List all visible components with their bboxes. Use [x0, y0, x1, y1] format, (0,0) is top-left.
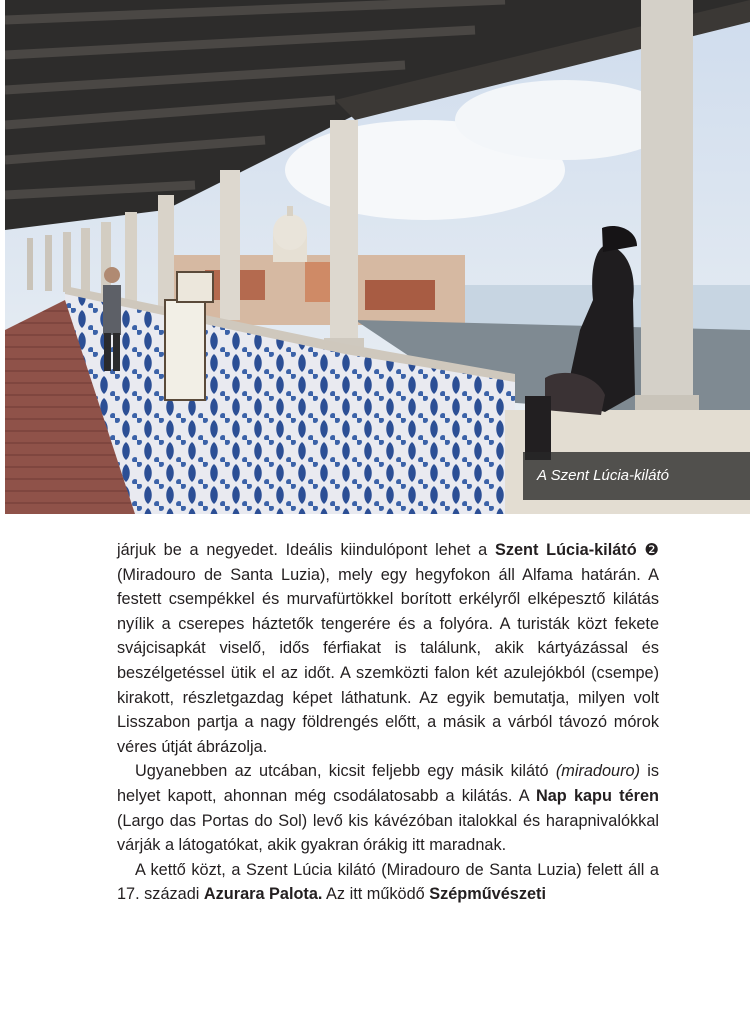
bold-term: Szent Lúcia-kilátó	[494, 541, 637, 559]
text-run: ❷ (Miradouro de Santa Luzia), mely egy hegyfokon áll Alfama határán. A festett csempékkel és murvafürtökkel borított erkélyről elképesztő kilátás nyílik a cserepes háztetők tengerére és a folyóra. A turisták közt fekete svájcisapkát viselő, idős férfiakat is találunk, akik kártyázással és beszélgetéssel ütik el az időt. A szemközti falon két azulejókból (csempe) kirakott, részletgazdag képet láthatunk. Az egyik bemutatja, milyen volt Lisszabon partja a nagy földrengés előtt, a másik a várból távozó mórok véres útját ábrázolja.	[117, 541, 659, 756]
article-body	[117, 538, 659, 907]
text-run: (Largo das Portas do Sol) levő kis kávézóban italokkal és harapnivalókkal várják a látogatókat, akik gyakran órákig itt maradnak.	[117, 811, 659, 855]
text-run: A kettő közt, a Szent Lúcia kilátó (Miradouro de Santa Luzia) felett áll a 17. századi	[117, 860, 659, 904]
text-run: járjuk be a negyedet. Ideális kiindulópont lehet a	[117, 541, 495, 559]
photo-caption: A Szent Lúcia-kilátó	[523, 452, 750, 500]
text-run: is helyet kapott, ahonnan még csodálatosabb a kilátás. A	[117, 762, 659, 805]
italic-term: (miradouro)	[555, 762, 640, 781]
photo	[5, 0, 750, 514]
paragraph-1	[117, 538, 659, 759]
bold-term: Nap kapu téren	[535, 786, 659, 805]
text-run: Az itt működő	[322, 885, 430, 904]
bold-term: Azurara Palota.	[203, 885, 323, 904]
paragraph-2	[117, 759, 659, 857]
pergola-viewpoint-illustration	[5, 0, 750, 514]
text-run: Ugyanebben az utcában, kicsit feljebb egy másik kilátó	[135, 762, 556, 781]
paragraph-3	[117, 858, 659, 907]
bold-term: Szépművészeti	[429, 885, 546, 904]
